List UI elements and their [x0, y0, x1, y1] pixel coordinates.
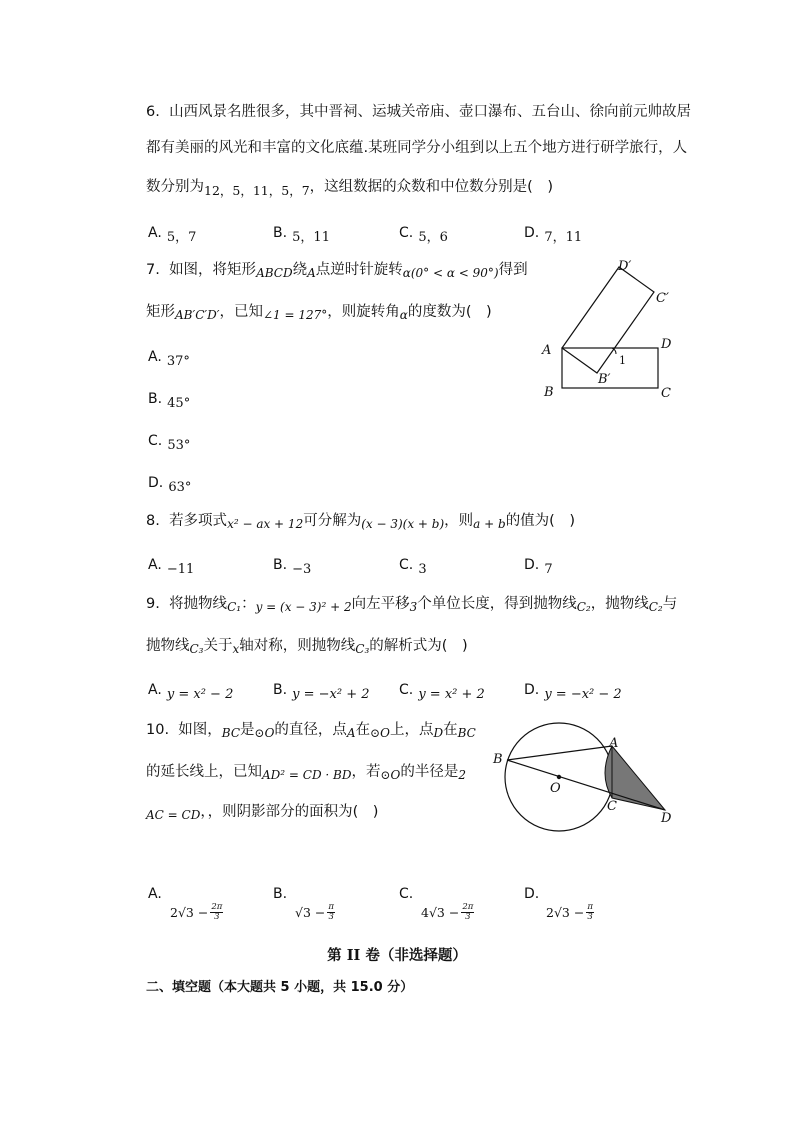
q7-text: 矩形 [146, 304, 175, 320]
q10-math: BC [221, 726, 241, 740]
q10-math: 2 [458, 768, 467, 782]
q7-number: 7. [146, 262, 160, 278]
q7-figure [530, 255, 690, 405]
q10-text: 在 [355, 722, 371, 738]
q7-math: AB′C′D′ [175, 308, 220, 322]
q8-text: 若多项式 [169, 513, 228, 529]
q6-line3 [146, 177, 553, 197]
q9-math: C₁ [227, 600, 242, 614]
q7-text: 的度数为( ) [407, 304, 492, 320]
label-c-prime: C′ [656, 291, 669, 306]
q10-text: 的直径，点 [274, 722, 347, 738]
q8-line1 [146, 511, 575, 531]
label-angle-1: 1 [619, 354, 626, 367]
q9-number: 9. [146, 596, 160, 612]
q9-text: ： [241, 596, 256, 612]
q8-text: ，则 [444, 513, 474, 529]
q7-text: ，则旋转角 [327, 304, 400, 320]
q6-option-a[interactable]: A. $_{5,7}$ [148, 225, 197, 245]
q9-math: x [232, 642, 240, 656]
section-title: 第 II 卷（非选择题） [327, 947, 467, 964]
q10-math: BC [457, 726, 476, 740]
q10-math: A [346, 726, 356, 740]
q10-text: 是 [240, 722, 255, 738]
q6-number: 6. [146, 104, 160, 120]
q10-text: 如图， [178, 722, 222, 738]
q10-text: ， [200, 804, 208, 820]
section-subtitle: 二、填空题（本大题共 5 小题，共 15.0 分） [146, 980, 414, 995]
label-d: D [661, 337, 672, 352]
q8-option-b[interactable]: B. $_{-3}$ [273, 557, 312, 577]
q6-text-1: 山西风景名胜很多，其中晋祠、运城关帝庙、壶口瀑布、五台山、徐向前元帅故居 [169, 104, 692, 120]
q8-option-a[interactable]: A. $_{-11}$ [148, 557, 195, 577]
q8-number: 8. [146, 513, 160, 529]
q9-text: 与 [662, 596, 678, 612]
q8-text: 可分解为 [303, 513, 362, 529]
label-c: C [607, 799, 617, 814]
q9-text: 关于 [203, 638, 233, 654]
q7-text: 如图，将矩形 [169, 262, 257, 278]
q10-text: ，若 [351, 764, 381, 780]
label-c: C [661, 386, 671, 401]
q9-text: 个单位长度，得到抛物线 [417, 596, 577, 612]
q6-line1 [146, 102, 691, 122]
q10-math: D [433, 726, 444, 740]
q6-text-3a: 数分别为 [146, 179, 204, 195]
q10-option-c[interactable]: C. 4√3 − $\frac{2\pi}{3}$ [399, 886, 474, 922]
q10-math: ⊙O [380, 768, 401, 782]
q7-text: 点逆时针旋转 [315, 262, 403, 278]
label-d: D [661, 811, 672, 826]
label-a: A [542, 343, 552, 358]
q10-option-b[interactable]: B. √3 − $\frac{\pi}{3}$ [273, 886, 334, 922]
q10-math: ⊙O [254, 726, 275, 740]
q10-text: 在 [443, 722, 458, 738]
q9-text: 将抛物线 [169, 596, 228, 612]
q6-text-2: 都有美丽的风光和丰富的文化底蕴.某班同学分小组到以上五个地方进行研学旅行，人 [146, 140, 688, 156]
q10-math: ⊙O [370, 726, 390, 740]
center-point-o [557, 775, 561, 779]
rectangle-ab-prime-c-prime-d-prime [562, 267, 654, 373]
q7-line1 [146, 260, 528, 280]
q9-math: C₃ [355, 642, 370, 656]
q9-line1 [146, 594, 677, 614]
segment-ba [507, 746, 612, 760]
q10-option-a[interactable]: A. 2√3 − $\frac{2\pi}{3}$ [148, 886, 223, 922]
q6-data-values: 12，5，11，5，7 [204, 183, 310, 198]
q7-math: α [399, 308, 408, 322]
label-b-prime: B′ [598, 372, 611, 387]
label-b: B [544, 385, 554, 400]
q10-figure [484, 718, 684, 840]
q9-line2 [146, 636, 468, 656]
q10-line3 [146, 802, 378, 822]
q8-math: a + b [473, 517, 506, 531]
q10-text: 上，点 [390, 722, 434, 738]
label-b: B [493, 752, 503, 767]
q10-option-d[interactable]: D. 2√3 − $\frac{\pi}{3}$ [524, 886, 593, 922]
label-a: A [609, 736, 619, 751]
q7-math: α(0° < α < 90°) [402, 266, 499, 280]
q9-math: y = (x − 3)² + 2 [255, 600, 352, 614]
q10-text: 的半径是 [400, 764, 459, 780]
q7-math: ABCD [256, 266, 293, 280]
q7-option-c[interactable]: C. $_{53^\circ}$ [148, 433, 191, 453]
q9-option-a[interactable]: A. $_{y = x^2 - 2}$ [148, 682, 234, 702]
q7-option-b[interactable]: B. $_{45^\circ}$ [148, 391, 191, 411]
q7-option-a[interactable]: A. $_{37^\circ}$ [148, 349, 190, 369]
q6-option-d[interactable]: D. $_{7,11}$ [524, 225, 583, 245]
q7-text: 绕 [292, 262, 308, 278]
q7-option-d[interactable]: D. $_{63^\circ}$ [148, 475, 192, 495]
q10-text: 的延长线上，已知 [146, 764, 262, 780]
q7-math: ∠1 = 127° [262, 308, 328, 322]
q6-text-3b: ，这组数据的众数和中位数分别是( ) [309, 179, 553, 195]
q7-text: ，已知 [219, 304, 263, 320]
q10-text: ，则阴影部分的面积为( ) [207, 804, 379, 820]
label-d-prime: D′ [618, 259, 632, 274]
q8-math: x² − ax + 12 [227, 517, 304, 531]
q9-option-b[interactable]: B. $_{y = -x^2 + 2}$ [273, 682, 370, 702]
q8-text: 的值为( ) [505, 513, 576, 529]
q9-math: C₂ [648, 600, 663, 614]
q7-text: 得到 [498, 262, 528, 278]
q9-text: 抛物线 [146, 638, 190, 654]
q9-math: C₂ [576, 600, 591, 614]
q10-math: AC = CD [146, 808, 201, 822]
q9-math: 3 [409, 600, 418, 614]
q9-text: 的解析式为( ) [369, 638, 468, 654]
q9-text: 向左平移 [351, 596, 410, 612]
q7-math: A [307, 266, 316, 280]
q10-number: 10. [146, 722, 170, 738]
q10-line1 [146, 720, 476, 740]
q7-line2 [146, 302, 492, 322]
q6-option-c[interactable]: C. $_{5,6}$ [399, 225, 448, 245]
q9-text: 轴对称，则抛物线 [239, 638, 356, 654]
q10-math: AD² = CD · BD [262, 768, 352, 782]
q10-line2 [146, 762, 466, 782]
q8-option-c[interactable]: C. $_3$ [399, 557, 427, 577]
q9-math: C₃ [189, 642, 204, 656]
q9-text: ，抛物线 [590, 596, 649, 612]
q8-option-d[interactable]: D. $_7$ [524, 557, 553, 577]
q9-option-d[interactable]: D. $_{y = -x^2 - 2}$ [524, 682, 622, 702]
q6-option-b[interactable]: B. $_{5,11}$ [273, 225, 330, 245]
label-o: O [550, 781, 561, 796]
q8-math: (x − 3)(x + b) [361, 517, 445, 531]
q9-option-c[interactable]: C. $_{y = x^2 + 2}$ [399, 682, 485, 702]
